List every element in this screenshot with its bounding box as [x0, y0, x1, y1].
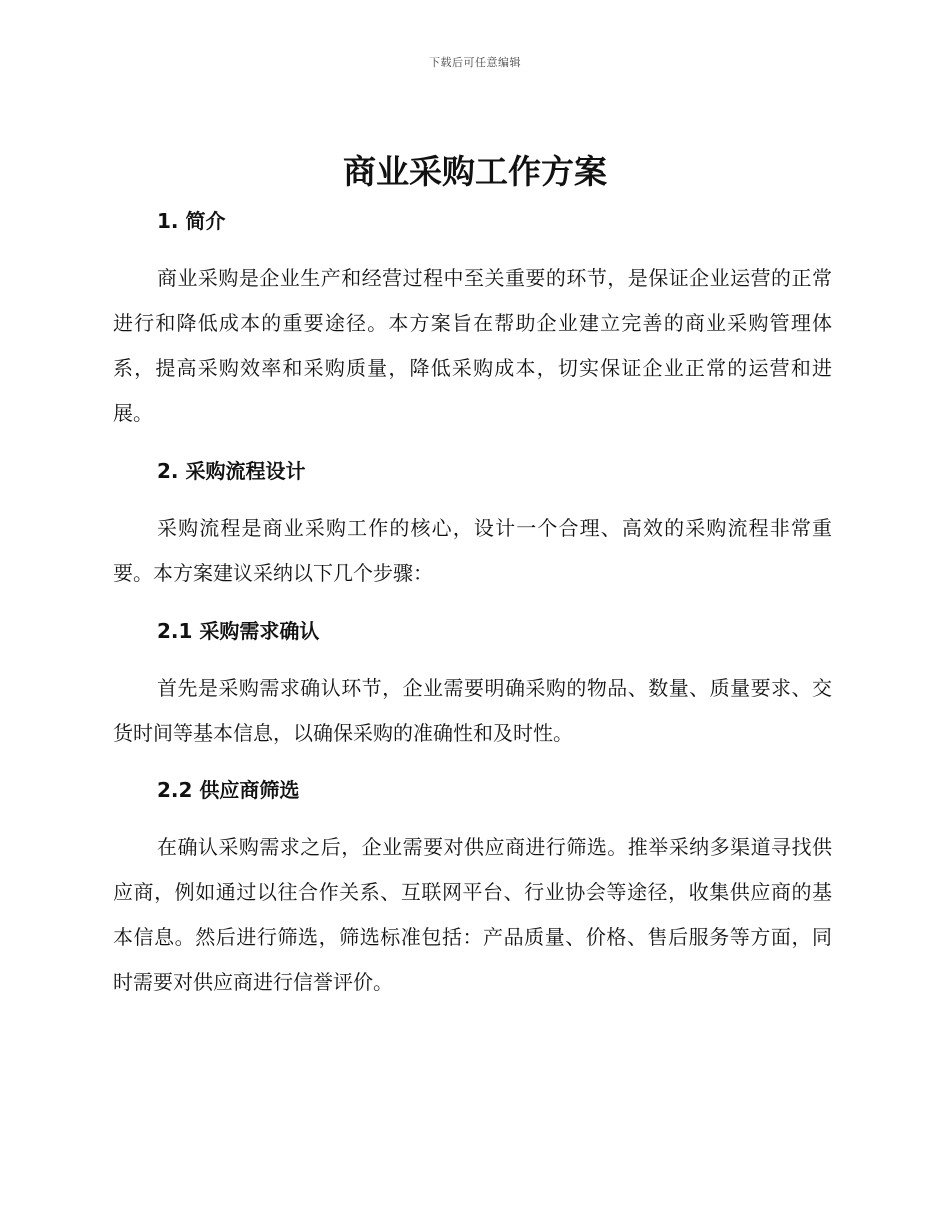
- page-header-note: 下载后可任意编辑: [429, 56, 521, 69]
- section-heading-demand-confirmation: 2.1 采购需求确认: [157, 619, 320, 643]
- section-heading-intro: 1. 简介: [157, 209, 226, 233]
- section-paragraph-intro: 商业采购是企业生产和经营过程中至关重要的环节，是保证企业运营的正常进行和降低成本的重要途径。本方案旨在帮助企业建立完善的商业采购管理体系，提高采购效率和采购质量，降低采购成本，切实保证企业正常的运营和进展。: [113, 266, 832, 425]
- section-heading-supplier-screening: 2.2 供应商筛选: [157, 778, 300, 802]
- section-heading-process-design: 2. 采购流程设计: [157, 459, 306, 483]
- section-paragraph-process-design: 采购流程是商业采购工作的核心，设计一个合理、高效的采购流程非常重要。本方案建议采纳以下几个步骤：: [113, 516, 832, 585]
- section-paragraph-supplier-screening: 在确认采购需求之后，企业需要对供应商进行筛选。推举采纳多渠道寻找供应商，例如通过以往合作关系、互联网平台、行业协会等途径，收集供应商的基本信息。然后进行筛选，筛选标准包括：产品质量、价格、售后服务等方面，同时需要对供应商进行信誉评价。: [113, 835, 832, 994]
- section-paragraph-demand-confirmation: 首先是采购需求确认环节，企业需要明确采购的物品、数量、质量要求、交货时间等基本信息，以确保采购的准确性和及时性。: [113, 676, 832, 745]
- document-title: 商业采购工作方案: [343, 152, 607, 191]
